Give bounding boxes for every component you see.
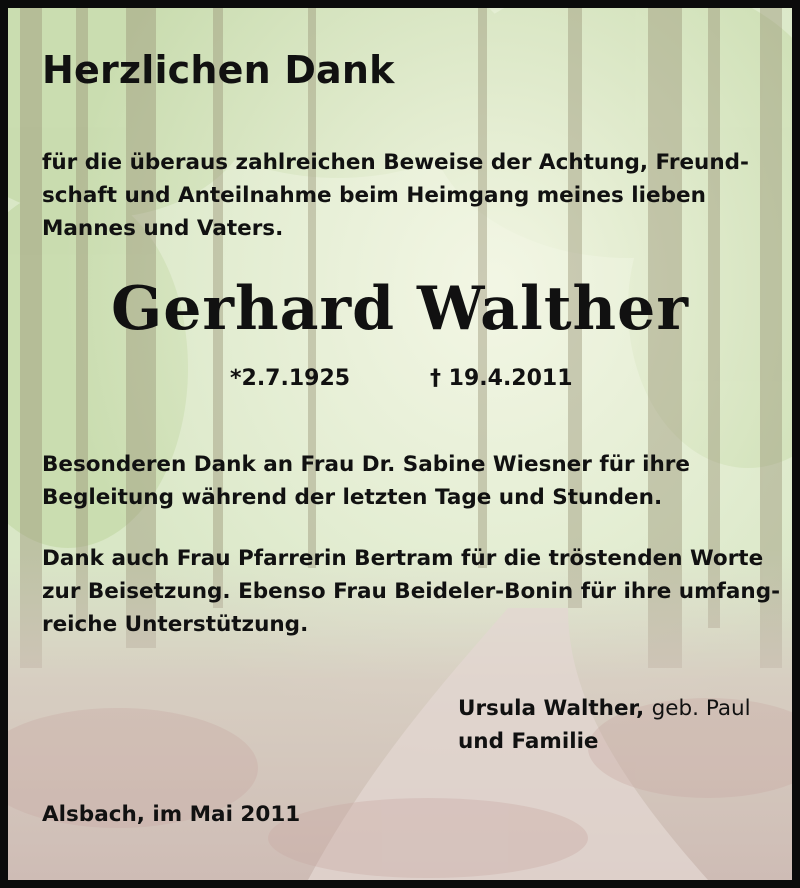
intro-line: schaft und Anteilnahme beim Heimgang meines lieben [42, 183, 706, 208]
signature-name: Ursula Walther, [458, 696, 645, 721]
thanks-line: Dank auch Frau Pfarrerin Bertram für die tröstenden Worte [42, 546, 764, 571]
birth-date: *2.7.1925 [230, 366, 351, 391]
death-date: † 19.4.2011 [430, 366, 573, 391]
intro-line: für die überaus zahlreichen Beweise der Achtung, Freund- [42, 150, 749, 175]
thanks-line: Besonderen Dank an Frau Dr. Sabine Wiesner für ihre [42, 452, 690, 477]
signature [458, 692, 751, 758]
thanks-line: zur Beisetzung. Ebenso Frau Beideler-Bonin für ihre umfang- [42, 579, 781, 604]
intro-line: Mannes und Vaters. [42, 216, 284, 241]
signature-line [458, 692, 751, 725]
signature-maiden-name: geb. Paul [651, 696, 751, 721]
signature-family: und Familie [458, 729, 599, 754]
thanks-line: reiche Unterstützung. [42, 612, 309, 637]
intro-paragraph [42, 146, 749, 245]
thanks-paragraph-doctor [42, 448, 690, 514]
deceased-name: Gerhard Walther [111, 274, 689, 344]
thanks-line: Begleitung während der letzten Tage und Stunden. [42, 485, 663, 510]
thanks-paragraph-pastor [42, 542, 780, 641]
place-date: Alsbach, im Mai 2011 [42, 802, 301, 827]
headline: Herzlichen Dank [42, 48, 395, 92]
